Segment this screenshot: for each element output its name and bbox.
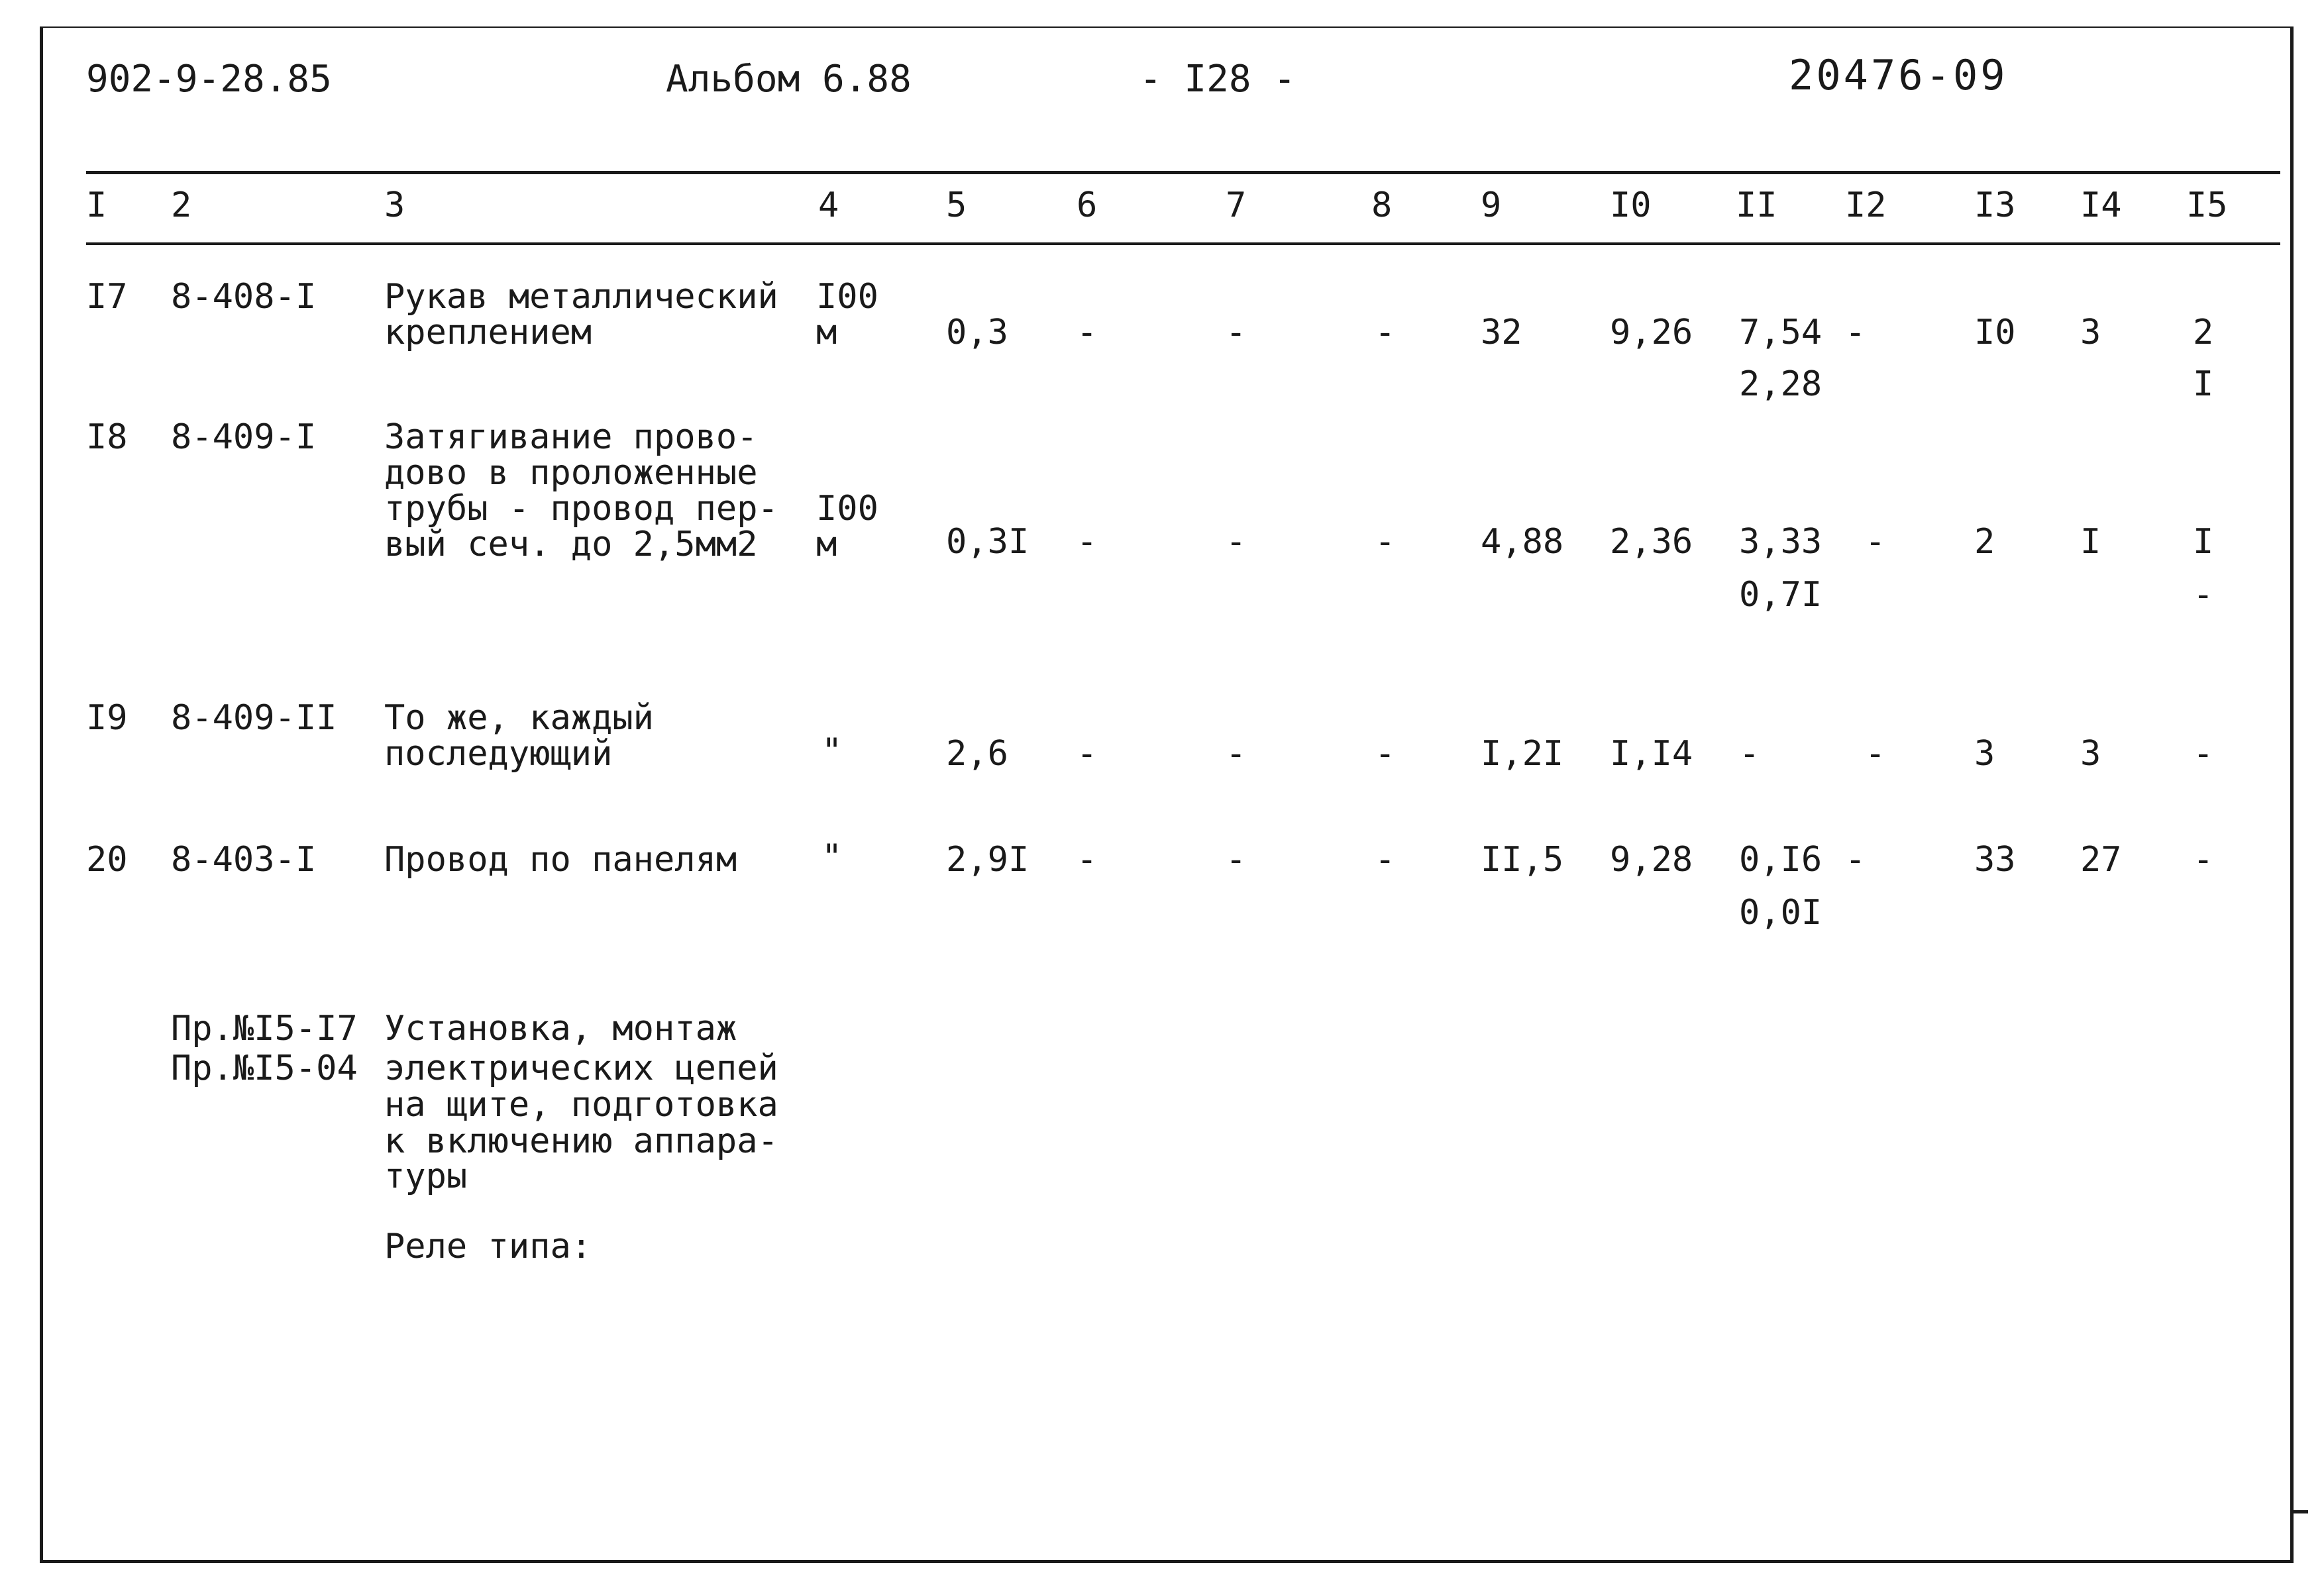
work-name-line: Затягивание прово- [384,417,758,457]
section-title-line: электрических цепей [384,1049,778,1088]
cell-value: 2,28 [1739,364,1822,404]
cell-value: 33 [1974,840,2016,880]
work-name-line: последующий [384,734,613,774]
row-number: 20 [86,840,128,880]
cell-value: - [1845,840,1866,880]
album-label: Альбом 6.88 [666,58,912,101]
work-name-line: вый сеч. до 2,5мм2 [384,525,758,564]
col-header: I5 [2186,185,2228,225]
cell-value: 27 [2080,840,2122,880]
col-header: 9 [1481,185,1502,225]
cell-value: 9,26 [1610,313,1693,352]
cell-value: 0,3I [946,522,1030,562]
cell-value: - [1865,734,1886,774]
cell-value: 0,0I [1739,893,1822,933]
work-name-line: Рукав металлический [384,277,778,317]
header-bottom-rule [86,242,2280,245]
cell-value: 3,33 [1739,522,1822,562]
col-header: I4 [2080,185,2122,225]
work-name-line: трубы - провод пер- [384,489,778,529]
cell-value: - [1865,522,1886,562]
cell-value: I,2I [1481,734,1564,774]
cell-value: 9,28 [1610,840,1693,880]
cell-value: I [2080,522,2101,562]
section-title-line: на щите, подготовка [384,1085,778,1125]
cell-value: 2,36 [1610,522,1693,562]
cell-value: 3 [2080,734,2101,774]
col-header: 4 [818,185,839,225]
col-header: I2 [1845,185,1887,225]
rate-code: 8-403-I [171,840,317,880]
col-header: I [86,185,107,225]
cell-value: I0 [1974,313,2016,352]
cell-value: I [2193,522,2214,562]
cell-value: 3 [2080,313,2101,352]
unit-line: I00 [816,277,878,317]
row-number: I9 [86,698,128,738]
work-name-line: дово в проложенные [384,453,758,493]
cell-value: 2,6 [946,734,1008,774]
cell-value: - [1226,734,1247,774]
cell-value: I [2193,364,2214,404]
header-top-rule [86,171,2280,174]
col-header: 6 [1077,185,1098,225]
col-header: 2 [171,185,192,225]
cell-value: - [1375,313,1396,352]
cell-value: - [1077,522,1098,562]
cell-value: - [1739,734,1760,774]
frame-tick [2294,1510,2308,1513]
unit-line: м [816,525,837,564]
section-ref: Пр.№I5-I7 [171,1009,358,1049]
section-ref: Пр.№I5-04 [171,1049,358,1088]
unit-line: " [821,731,843,771]
cell-value: - [1226,313,1247,352]
archive-stamp: 20476-09 [1789,51,2008,99]
cell-value: 7,54 [1739,313,1822,352]
unit-line: " [821,837,843,877]
cell-value: 2,9I [946,840,1030,880]
rate-code: 8-408-I [171,277,317,317]
cell-value: - [1226,840,1247,880]
cell-value: - [1845,313,1866,352]
cell-value: - [1077,734,1098,774]
col-header: 8 [1371,185,1393,225]
section-title-line: туры [384,1156,468,1196]
col-header: 5 [946,185,967,225]
row-number: I8 [86,417,128,457]
cell-value: 4,88 [1481,522,1564,562]
cell-value: - [1077,840,1098,880]
col-header: 3 [384,185,405,225]
cell-value: - [2193,840,2214,880]
cell-value: I,I4 [1610,734,1693,774]
page-number: - I28 - [1139,58,1296,101]
cell-value: 32 [1481,313,1522,352]
work-name-line: Провод по панелям [384,840,737,880]
section-subtitle: Реле типа: [384,1227,592,1266]
col-header: II [1736,185,1777,225]
unit-line: I00 [816,489,878,529]
cell-value: 2 [1974,522,1995,562]
cell-value: - [1375,734,1396,774]
doc-code: 902-9-28.85 [86,58,332,101]
cell-value: - [1375,522,1396,562]
col-header: I3 [1974,185,2016,225]
page-frame [40,26,2294,1563]
rate-code: 8-409-I [171,417,317,457]
unit-line: м [816,313,837,352]
col-header: I0 [1610,185,1652,225]
section-title-line: Установка, монтаж [384,1009,737,1049]
cell-value: - [1077,313,1098,352]
cell-value: II,5 [1481,840,1564,880]
cell-value: 0,7I [1739,575,1822,615]
cell-value: - [1226,522,1247,562]
section-title-line: к включению аппара- [384,1121,778,1161]
cell-value: - [2193,575,2214,615]
rate-code: 8-409-II [171,698,337,738]
cell-value: - [2193,734,2214,774]
cell-value: 0,I6 [1739,840,1822,880]
cell-value: 0,3 [946,313,1008,352]
cell-value: 2 [2193,313,2214,352]
col-header: 7 [1226,185,1247,225]
row-number: I7 [86,277,128,317]
cell-value: - [1375,840,1396,880]
work-name-line: То же, каждый [384,698,654,738]
work-name-line: креплением [384,313,592,352]
cell-value: 3 [1974,734,1995,774]
